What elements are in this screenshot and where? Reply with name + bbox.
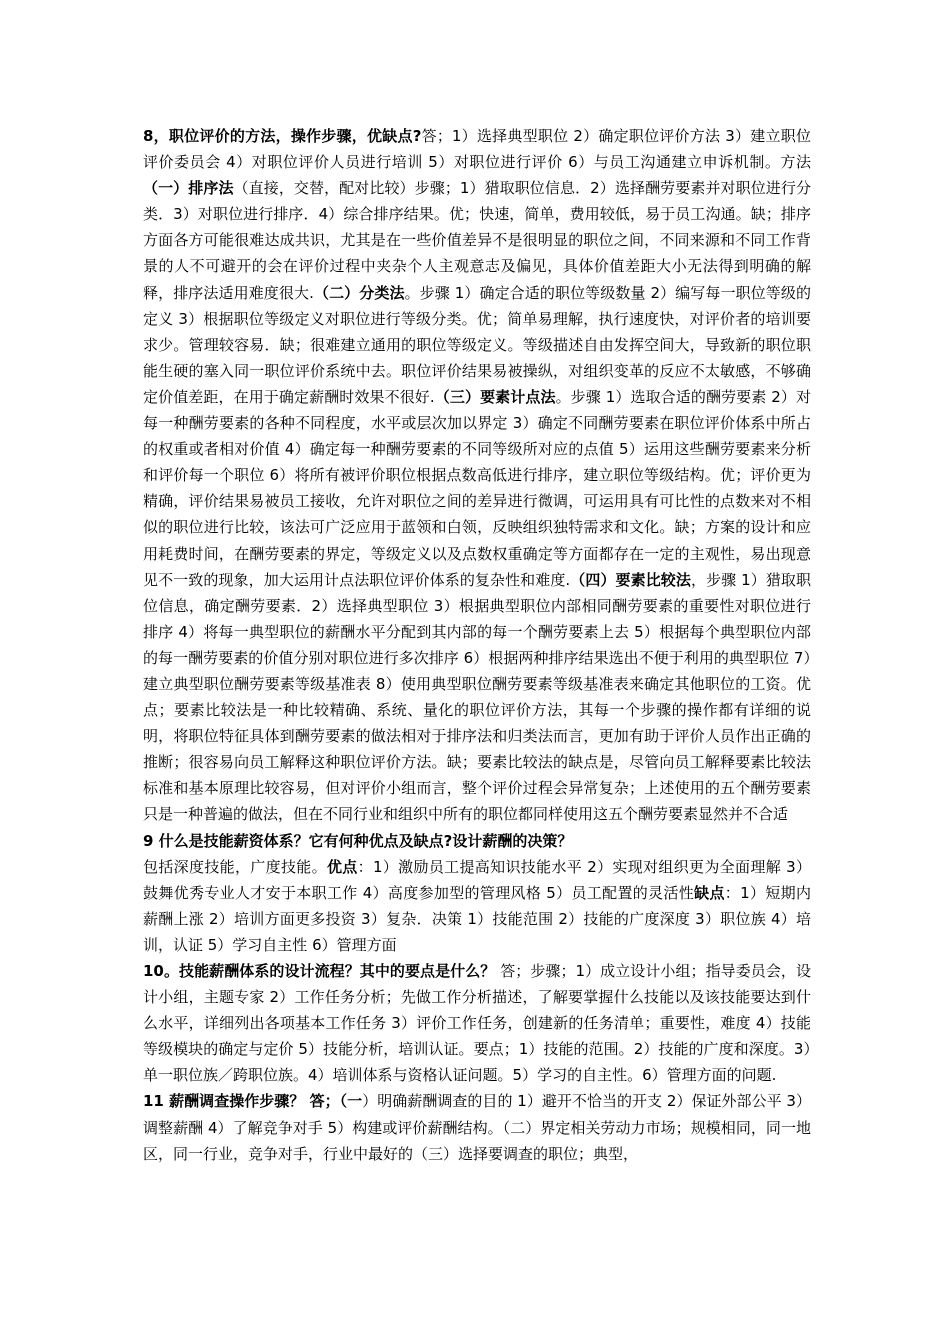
- question-10: [143, 958, 811, 1088]
- advantages-text: ：1）激励员工提高知识技能水平 2）实现对组织更为全面理解 3）鼓舞优秀专业人才安于本职工作 4）高度参加型的管理风格 5）员工配置的灵活性: [143, 857, 811, 902]
- question-11: [143, 1088, 811, 1166]
- disadvantages-text: ：1）短期内薪酬上涨 2）培训方面更多投资 3）复杂．决策 1）技能范围 2）技能的广度深度 3）职位族 4）培训，认证 5）学习自主性 6）管理方面: [143, 883, 811, 954]
- method-ranking-text: （直接，交替，配对比较）步骤；1）猎取职位信息．2）选择酬劳要素并对职位进行分类．3）对职位进行排序．4）综合排序结果。优；快速，简单，费用较低，易于员工沟通。缺；排序方面各方可能很难达成共识，尤其是在一些价值差异不是很明显的职位之间，不同来源和不同工作背景的人不可避开的会在评价过程中夹杂个人主观意志及偏见，具体价值差距大小无法得到明确的解释，排序法适用难度很大.: [143, 179, 811, 302]
- disadvantages-label: 缺点: [694, 883, 725, 902]
- question-11-text: ）明确薪酬调查的目的 1）避开不恰当的开支 2）保证外部公平 3）调整薪酬 4）了解竞争对手 5）构建或评价薪酬结构。（二）界定相关劳动力市场；规模相同，同一地区，同一行业，竞争对手，行业中最好的（三）选择要调查的职位；典型，: [143, 1092, 811, 1163]
- question-8-heading: 8，职位评价的方法，操作步骤，优缺点?: [143, 127, 422, 145]
- method-point-factor-heading: （三）要素计点法: [434, 387, 556, 406]
- method-point-factor-text: 。步骤 1）选取合适的酬劳要素 2）对每一种酬劳要素的各种不同程度，水平或层次加以界定 3）确定不同酬劳要素在职位评价体系中所占的权重或者相对价值 4）确定每一种酬劳要素的不同等级所对应的点值 5）运用这些酬劳要素来分析和评价每一个职位 6）将所有被评价职位根据点数高低进行排序，建立职位等级结构。优；评价更为精确，评价结果易被员工接收，允许对职位之间的差异进行微调，可运用具有可比性的点数来对不相似的职位进行比较，该法可广泛应用于蓝领和白领，反映组织独特需求和文化。缺；方案的设计和应用耗费时间，在酬劳要素的界定，等级定义以及点数权重确定等方面都存在一定的主观性，易出现意见不一致的现象，加大运用计点法职位评价体系的复杂性和难度.: [143, 387, 811, 589]
- question-8-text: 答；1）选择典型职位 2）确定职位评价方法 3）建立职位评价委员会 4）对职位评价人员进行培训 5）对职位进行评价 6）与员工沟通建立申诉机制。方法: [143, 127, 812, 172]
- method-classification-text: 。步骤 1）确定合适的职位等级数量 2）编写每一职位等级的定义 3）根据职位等级定义对职位进行等级分类。优；简单易理解，执行速度快，对评价者的培训要求少。管理较容易．缺；很难建立通用的职位等级定义。等级描述自由发挥空间大，导致新的职位职能生硬的塞入同一职位评价系统中去。职位评价结果易被操纵，对组织变革的反应不太敏感，不够确定价值差距，在用于确定薪酬时效果不很好.: [143, 283, 811, 406]
- question-11-heading: 11 薪酬调查操作步骤？ 答；（一: [143, 1092, 363, 1111]
- question-8: [143, 123, 811, 828]
- method-factor-comparison-text: ，步骤 1）猎取职位信息，确定酬劳要素．2）选择典型职位 3）根据典型职位内部相同酬劳要素的重要性对职位进行排序 4）将每一典型职位的薪酬水平分配到其内部的每一个酬劳要素上去 5）根据每个典型职位内部的每一酬劳要素的价值分别对职位进行多次排序 6）根据两种排序结果选出不便于利用的典型职位 7）建立典型职位酬劳要素等级基准表 8）使用典型职位酬劳要素等级基准表来确定其他职位的工资。优点；要素比较法是一种比较精确、系统、量化的职位评价方法，其每一个步骤的操作都有详细的说明，将职位特征具体到酬劳要素的做法相对于排序法和归类法而言，更加有助于评价人员作出正确的推断；很容易向员工解释这种职位评价方法。缺；要素比较法的缺点是，尽管向员工解释要素比较法标准和基本原理比较容易，但对评价小组而言，整个评价过程会异常复杂；上述使用的五个酬劳要素只是一种普遍的做法，但在不同行业和组织中所有的职位都同样使用这五个酬劳要素显然并不合适: [143, 570, 811, 824]
- document-page: [143, 123, 811, 1167]
- method-factor-comparison-heading: （四）要素比较法: [570, 570, 691, 589]
- question-10-heading: 10。技能薪酬体系的设计流程？其中的要点是什么？: [143, 962, 496, 980]
- method-ranking-heading: （一）排序法: [143, 179, 234, 198]
- method-classification-heading: （二）分类法: [313, 283, 405, 302]
- advantages-label: 优点: [326, 857, 358, 876]
- question-10-text: 答；步骤；1）成立设计小组；指导委员会，设计小组，主题专家 2）工作任务分析；先做工作分析描述，了解要掌握什么技能以及该技能要达到什么水平，详细列出各项基本工作任务 3）评价工作任务，创建新的任务清单；重要性，难度 4）技能等级模块的确定与定价 5）技能分析，培训认证。要点；1）技能的范围。2）技能的广度和深度。3）单一职位族／跨职位族。4）培训体系与资格认证问题。5）学习的自主性。6）管理方面的问题.: [143, 962, 811, 1085]
- question-9-text: 包括深度技能，广度技能。: [143, 857, 327, 876]
- question-9: [143, 854, 811, 958]
- question-9-heading: 9 什么是技能薪资体系？它有何种优点及缺点?设计薪酬的决策？: [143, 831, 573, 850]
